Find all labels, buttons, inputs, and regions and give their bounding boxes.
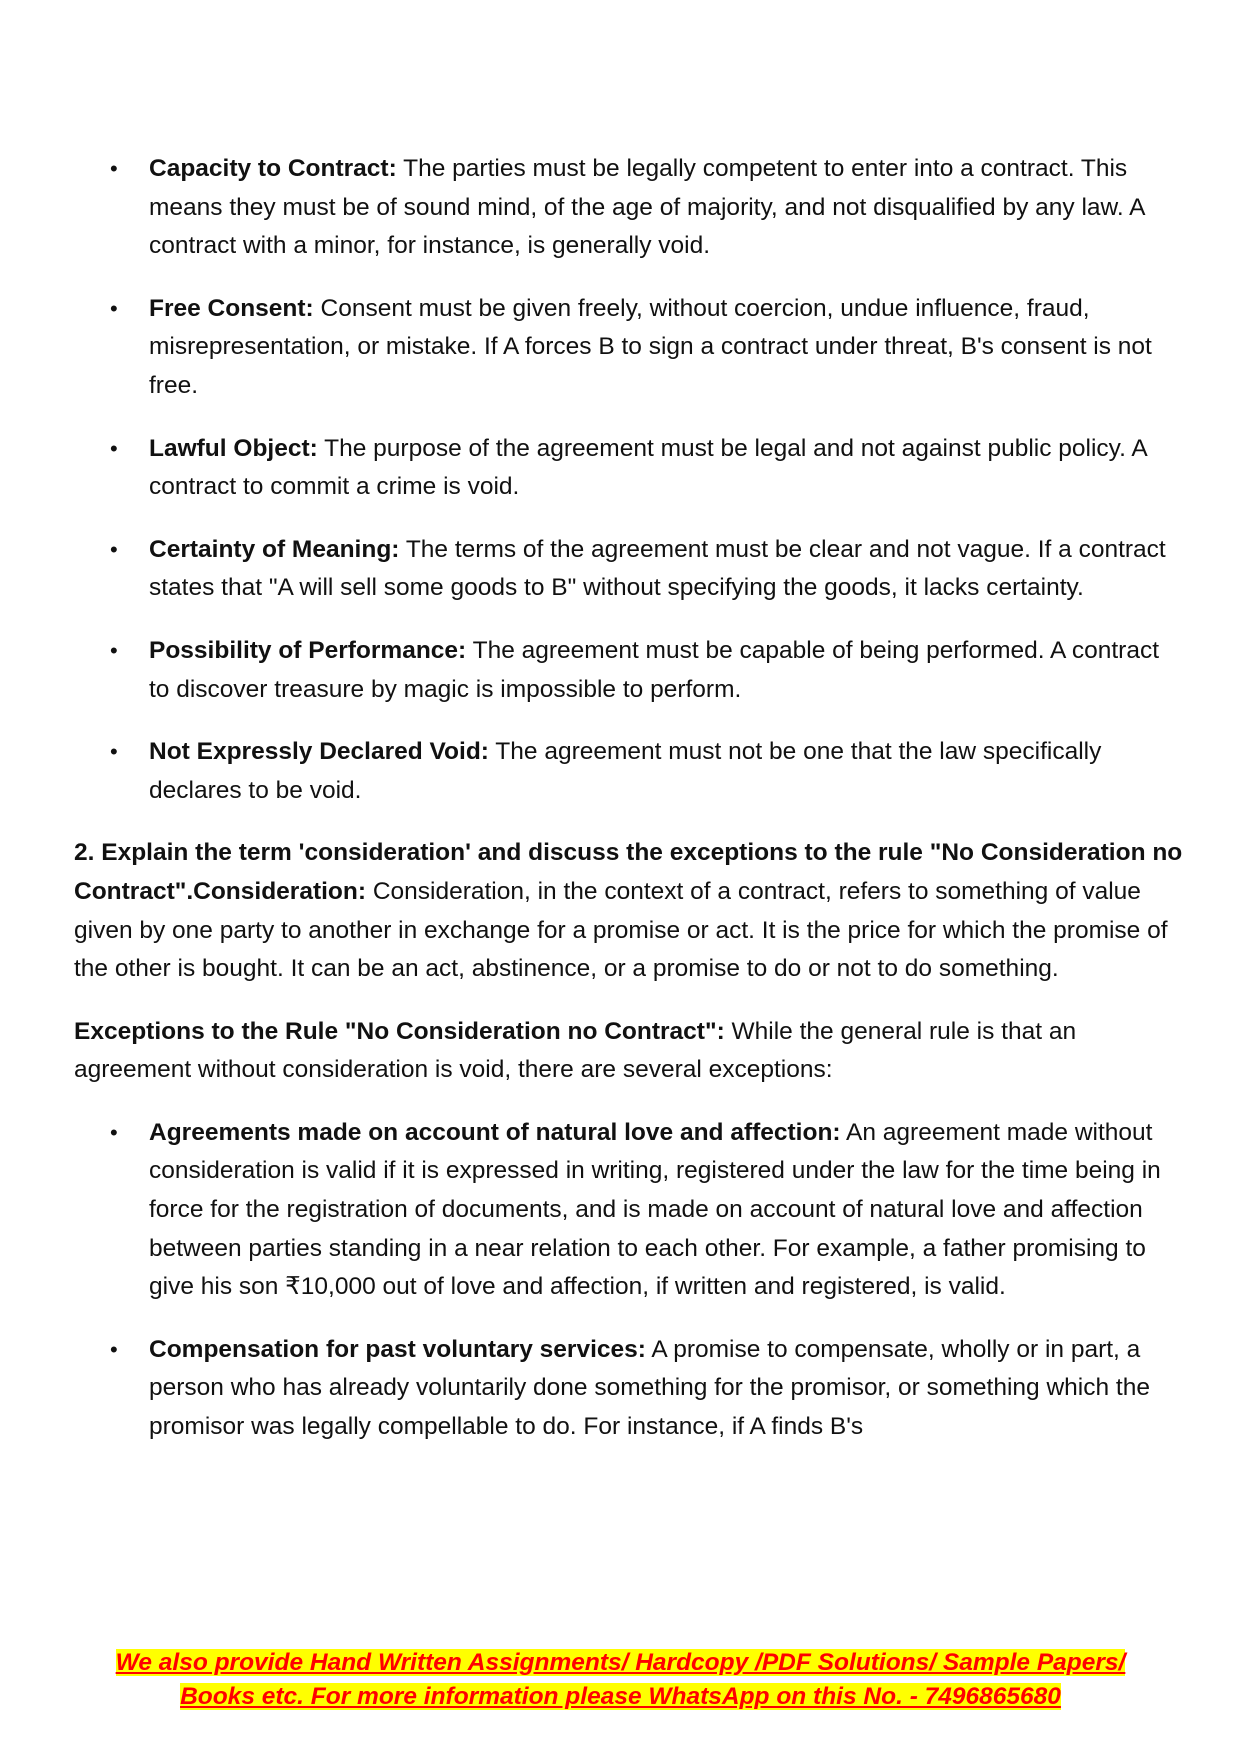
bullet-icon: • xyxy=(110,435,118,461)
bullet-icon: • xyxy=(110,295,118,321)
exceptions-paragraph xyxy=(74,1013,1184,1090)
list-item-term: Lawful Object: xyxy=(149,434,318,462)
list-item-text: Consent must be given freely, without coercion, undue influence, fraud, misrepresentation, or mistake. If A forces B to sign a contract under threat, B's consent is not free. xyxy=(149,294,1152,399)
footer-promo xyxy=(0,1646,1241,1714)
bullet-icon: • xyxy=(110,156,118,181)
footer-line-2: Books etc. For more information please WhatsApp on this No. - 7496865680 xyxy=(180,1683,1061,1710)
bullet-icon: • xyxy=(110,1336,118,1362)
list-item xyxy=(74,733,1184,810)
page-content xyxy=(74,150,1184,1471)
list-item xyxy=(74,150,1184,266)
bullet-icon: • xyxy=(110,637,118,663)
list-item-text: A promise to compensate, wholly or in part, a person who has already voluntarily done something for the promisor, or something which the promisor was legally compellable to do. For instance, if A finds B's xyxy=(149,1335,1150,1441)
list-item-term: Capacity to Contract: xyxy=(149,155,397,182)
question-2-text: Consideration, in the context of a contract, refers to something of value given by one party to another in exchange for a promise or act. It is the price for which the promise of the other is bought. It can be an act, abstinence, or a promise to do or not to do something. xyxy=(74,877,1168,983)
list-item-text: The terms of the agreement must be clear and not vague. If a contract states that "A will sell some goods to B" without specifying the goods, it lacks certainty. xyxy=(149,535,1166,602)
list-item-term: Possibility of Performance: xyxy=(149,636,467,664)
list-item-term: Free Consent: xyxy=(149,294,314,322)
list-item xyxy=(74,1114,1184,1307)
list-item-term: Agreements made on account of natural love and affection: xyxy=(149,1118,841,1146)
list-item xyxy=(74,531,1184,608)
list-item xyxy=(74,632,1184,709)
list-item-text: The agreement must be capable of being performed. A contract to discover treasure by magic is impossible to perform. xyxy=(149,636,1160,703)
list-item-text: The parties must be legally competent to enter into a contract. This means they must be of sound mind, of the age of majority, and not disqualified by any law. A contract with a minor, for instance, is generally void. xyxy=(149,155,1145,260)
question-2-heading: 2. Explain the term 'consideration' and discuss the exceptions to the rule "No Consideration no Contract".Consideration: xyxy=(74,839,1183,905)
list-item-term: Not Expressly Declared Void: xyxy=(149,738,489,766)
list-item-term: Certainty of Meaning: xyxy=(149,535,400,563)
essentials-list xyxy=(74,150,1184,810)
list-item xyxy=(74,430,1184,507)
list-item-text: An agreement made without consideration is valid if it is expressed in writing, registered under the law for the time being in force for the registration of documents, and is made on account of natural love and affection between parties standing in a near relation to each other. For example, a father promising to give his son ₹10,000 out of love and affection, if written and registered, is valid. xyxy=(149,1118,1161,1301)
question-2-paragraph xyxy=(74,834,1184,988)
list-item-text: The purpose of the agreement must be legal and not against public policy. A contract to commit a crime is void. xyxy=(149,434,1147,501)
footer-line-1: We also provide Hand Written Assignments/ Hardcopy /PDF Solutions/ Sample Papers/ xyxy=(115,1649,1126,1676)
list-item xyxy=(74,1331,1184,1447)
bullet-icon: • xyxy=(110,1119,118,1145)
bullet-icon: • xyxy=(110,739,118,765)
list-item xyxy=(74,290,1184,406)
exceptions-heading: Exceptions to the Rule "No Consideration no Contract": xyxy=(74,1017,725,1045)
exceptions-list xyxy=(74,1114,1184,1447)
list-item-term: Compensation for past voluntary services: xyxy=(149,1335,646,1363)
list-item-text: The agreement must not be one that the law specifically declares to be void. xyxy=(149,738,1102,804)
exceptions-text: While the general rule is that an agreement without consideration is void, there are several exceptions: xyxy=(74,1017,1077,1084)
bullet-icon: • xyxy=(110,536,118,562)
